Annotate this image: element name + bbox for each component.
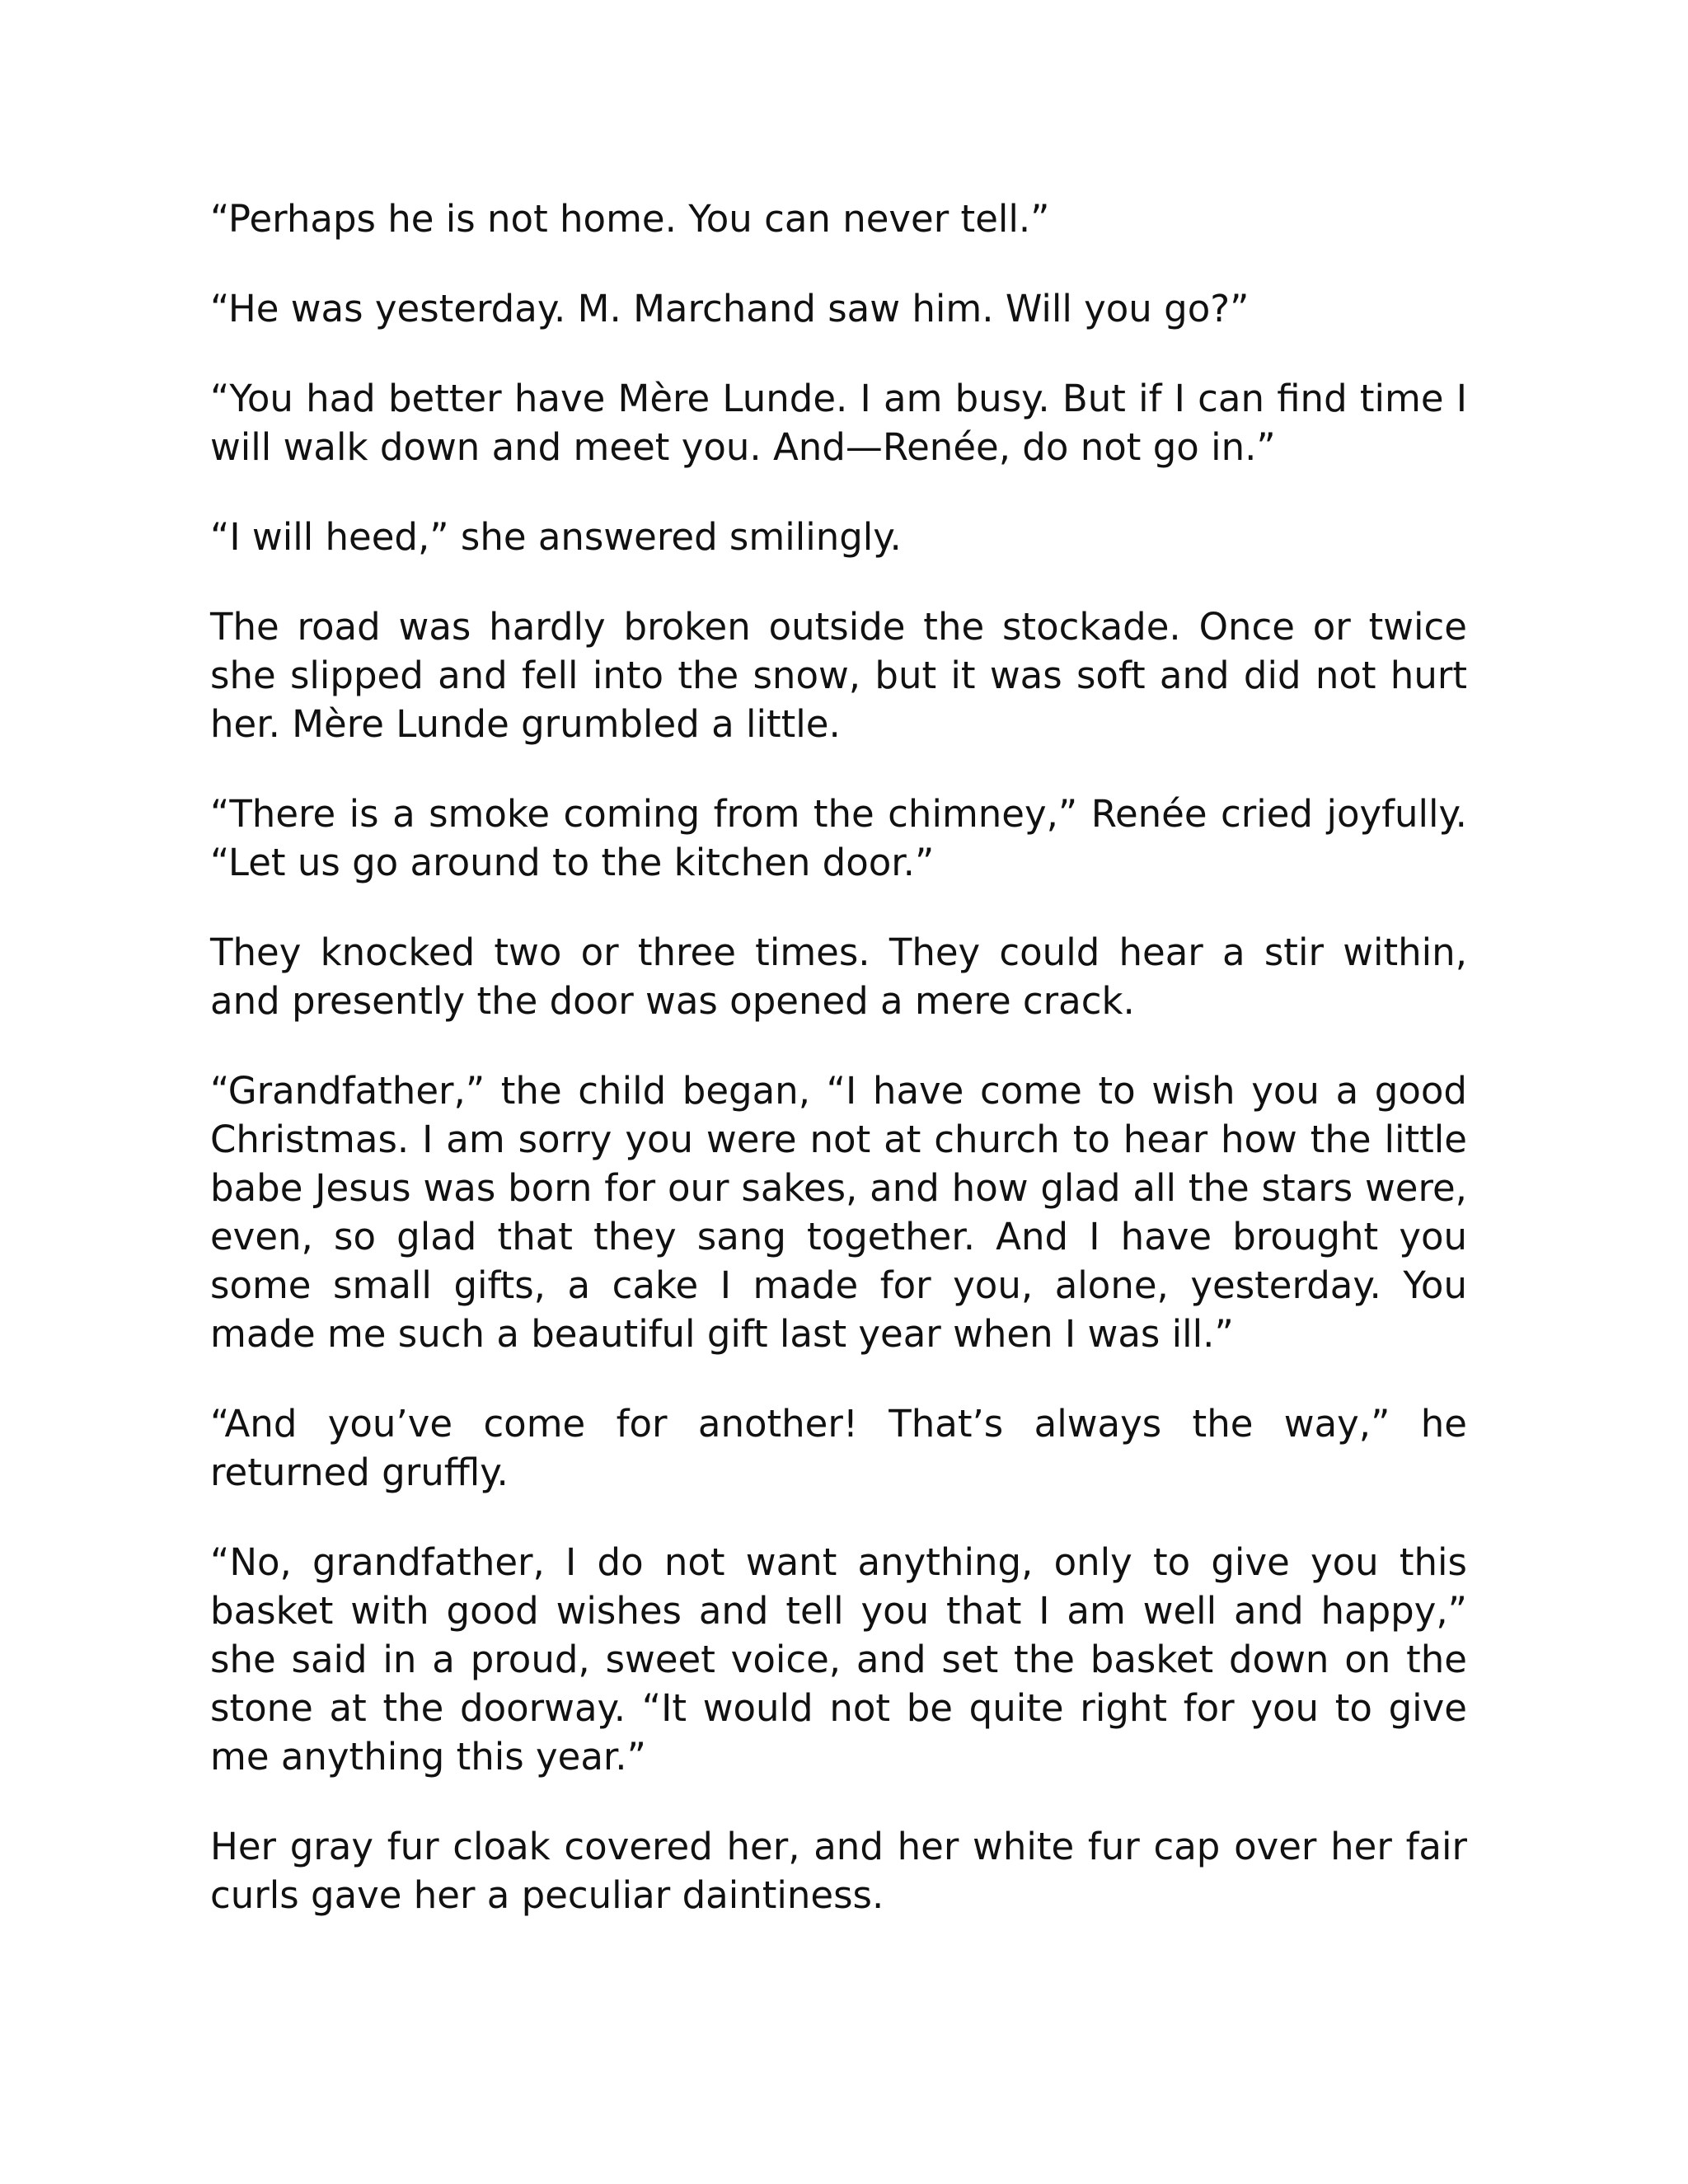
paragraph-4: “I will heed,” she answered smilingly. <box>210 515 902 559</box>
paragraph-3: “You had better have Mère Lunde. I am busy. But if I can find time I will walk down and meet you. And—Renée, do not go in.” <box>210 377 1467 469</box>
paragraph-11: Her gray fur cloak covered her, and her white fur cap over her fair curls gave her a peculiar daintiness. <box>210 1825 1467 1917</box>
paragraph-5: The road was hardly broken outside the stockade. Once or twice she slipped and fell into the snow, but it was soft and did not hurt her. Mère Lunde grumbled a little. <box>210 605 1467 746</box>
paragraph-8: “Grandfather,” the child began, “I have come to wish you a good Christmas. I am sorry you were not at church to hear how the little babe Jesus was born for our sakes, and how glad all the stars were, even, so glad that they sang together. And I have brought you some small gifts, a cake I made for you, alone, yesterday. You made me such a beautiful gift last year when I was ill.” <box>210 1069 1467 1356</box>
paragraph-7: They knocked two or three times. They could hear a stir within, and presently the door was opened a mere crack. <box>210 930 1467 1023</box>
paragraph-6: “There is a smoke coming from the chimney,” Renée cried joyfully. “Let us go around to the kitchen door.” <box>210 792 1467 884</box>
paragraph-9: “And you’ve come for another! That’s always the way,” he returned gruffly. <box>210 1402 1467 1494</box>
paragraph-1: “Perhaps he is not home. You can never tell.” <box>210 197 1050 241</box>
paragraph-2: “He was yesterday. M. Marchand saw him. Will you go?” <box>210 287 1250 330</box>
paragraph-10: “No, grandfather, I do not want anything, only to give you this basket with good wishes and tell you that I am well and happy,” she said in a proud, sweet voice, and set the basket down on the stone at the doorway. “It would not be quite right for you to give me anything this year.” <box>210 1540 1467 1779</box>
page-text <box>210 194 1467 1961</box>
